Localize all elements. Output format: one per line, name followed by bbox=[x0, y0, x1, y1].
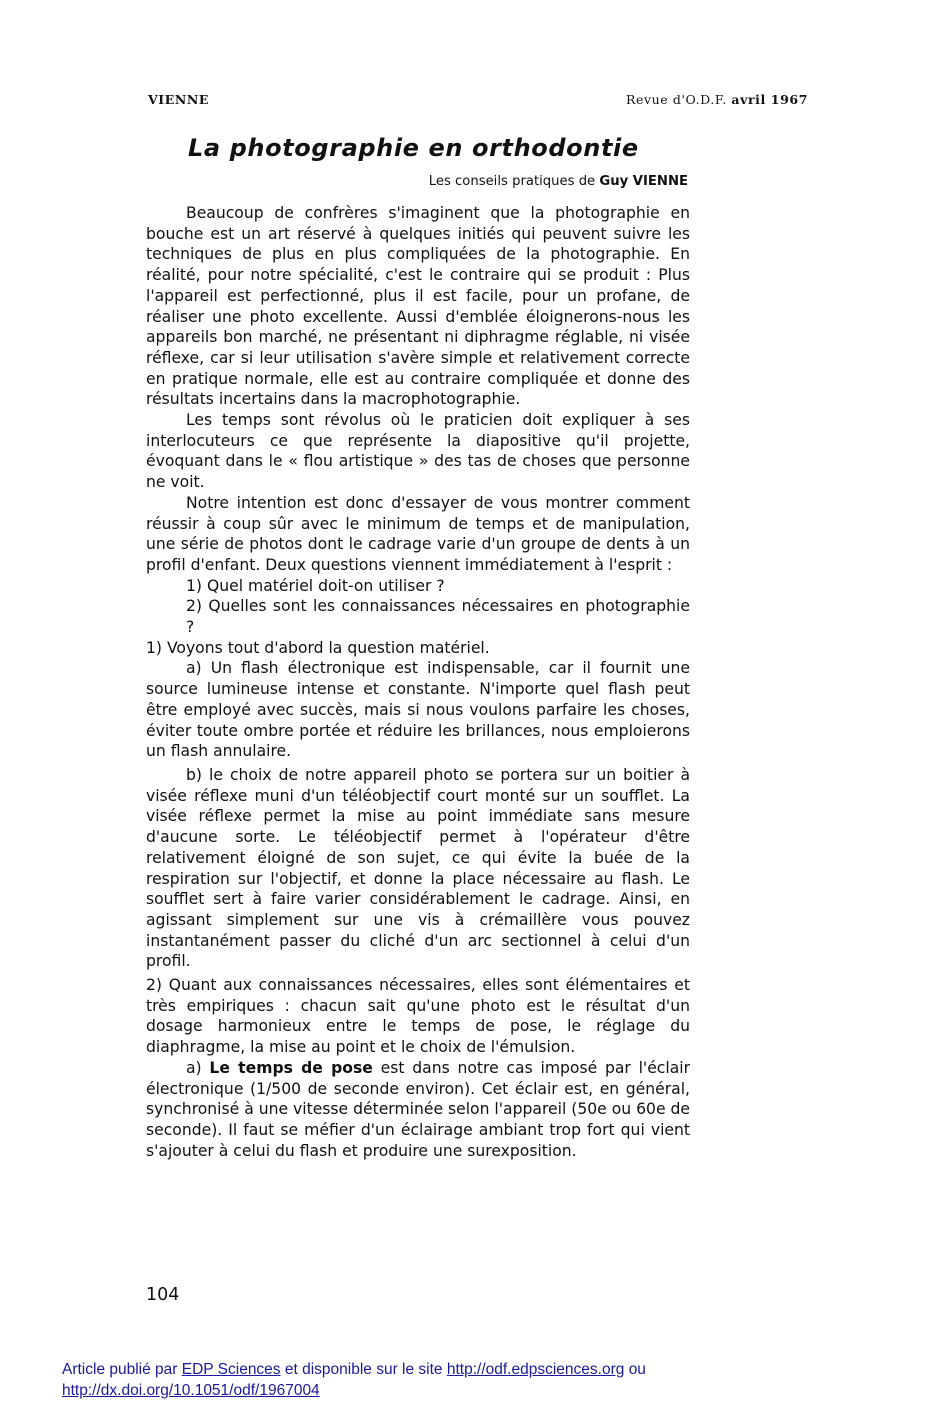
section-1-heading: 1) Voyons tout d'abord la question matériel. bbox=[146, 638, 490, 657]
byline bbox=[429, 174, 688, 189]
footer-text-2: et disponible sur le site bbox=[284, 1361, 443, 1378]
paragraph-camera: b) le choix de notre appareil photo se portera sur un boitier à visée réflexe muni d'un téléobjectif court monté sur un soufflet. La visée réflexe permet la mise au point immédiate sans mesure d'aucune sorte. Le téléobjectif permet à l'opérateur d'être relativement éloigné de son sujet, ce qui évite la buée de la respiration sur l'objectif, et donne la place nécessaire au flash. Le soufflet sert à faire varier considérablement le cadrage. Ainsi, en agissant simplement sur une vis à crémaillère vous pouvez instantanément passer du cliché d'un arc sectionnel à celui d'un profil. bbox=[146, 765, 690, 971]
paragraph-intention: Notre intention est donc d'essayer de vous montrer comment réussir à coup sûr avec le minimum de temps et de manipulation, une série de photos dont le cadrage varie d'un groupe de dents à un profil d'enfant. Deux questions viennent immédiatement à l'esprit : bbox=[146, 493, 690, 574]
bold-term: Le temps de pose bbox=[209, 1058, 373, 1077]
footer-text-1: Article publié par bbox=[62, 1361, 178, 1378]
question-2: 2) Quelles sont les connaissances nécessaires en photographie ? bbox=[186, 597, 690, 637]
page-number: 104 bbox=[146, 1285, 180, 1305]
publisher-footer bbox=[62, 1360, 882, 1401]
doi-link[interactable]: http://dx.doi.org/10.1051/odf/1967004 bbox=[62, 1381, 320, 1399]
journal-name: Revue d'O.D.F. bbox=[625, 92, 727, 107]
footer-text-3: ou bbox=[628, 1361, 646, 1378]
byline-prefix: Les conseils pratiques de bbox=[428, 174, 596, 189]
article-body bbox=[146, 203, 690, 1161]
edp-sciences-link[interactable]: EDP Sciences bbox=[181, 1361, 281, 1378]
journal-site-link[interactable]: http://odf.edpsciences.org bbox=[446, 1361, 625, 1378]
paragraph-exposure bbox=[146, 1058, 690, 1162]
issue-date: avril 1967 bbox=[731, 92, 808, 107]
byline-author: Guy VIENNE bbox=[599, 174, 688, 189]
running-header-author: VIENNE bbox=[148, 92, 210, 107]
item-letter: a) bbox=[186, 1058, 202, 1077]
article-title: La photographie en orthodontie bbox=[188, 134, 639, 162]
paragraph-context: Les temps sont révolus où le praticien doit expliquer à ses interlocuteurs ce que représente la diapositive qu'il projette, évoquant dans le « flou artistique » des tas de choses que personne ne voit. bbox=[146, 411, 690, 492]
question-1: 1) Quel matériel doit-on utiliser ? bbox=[186, 576, 445, 595]
paragraph-flash: a) Un flash électronique est indispensable, car il fournit une source lumineuse intense et constante. N'importe quel flash peut être employé avec succès, mais si nous voulons parfaire les choses, éviter toute ombre portée et réduire les brillances, nous emploierons un flash annulaire. bbox=[146, 659, 690, 761]
section-2-paragraph: 2) Quant aux connaissances nécessaires, elles sont élémentaires et très empiriques : chacun sait qu'une photo est le résultat d'un dosage harmonieux entre le temps de pose, le réglage du diaphragme, la mise au point et le choix de l'émulsion. bbox=[146, 976, 690, 1057]
paragraph-intro: Beaucoup de confrères s'imaginent que la photographie en bouche est un art réservé à quelques initiés qui peuvent suivre les techniques de plus en plus compliquées de la photographie. En réalité, pour notre spécialité, c'est le contraire qui se produit : Plus l'appareil est perfectionné, plus il est facile, pour un profane, de réaliser une photo excellente. Aussi d'emblée éloignerons-nous les appareils bon marché, ne présentant ni diphragme réglable, ni visée réflexe, car si leur utilisation s'avère simple et relativement correcte en pratique normale, elle est au contraire compliquée et donne des résultats incertains dans la macrophotographie. bbox=[146, 204, 690, 409]
running-header-journal bbox=[626, 92, 808, 107]
paragraph-exposure-text: est dans notre cas imposé par l'éclair électronique (1/500 de seconde environ). Cet éclair est, en général, synchronisé à une vitesse déterminée selon l'appareil (50e ou 60e de seconde). Il faut se méfier d'un éclairage ambiant trop fort qui vient s'ajouter à celui du flash et produire une surexposition. bbox=[146, 1058, 690, 1160]
